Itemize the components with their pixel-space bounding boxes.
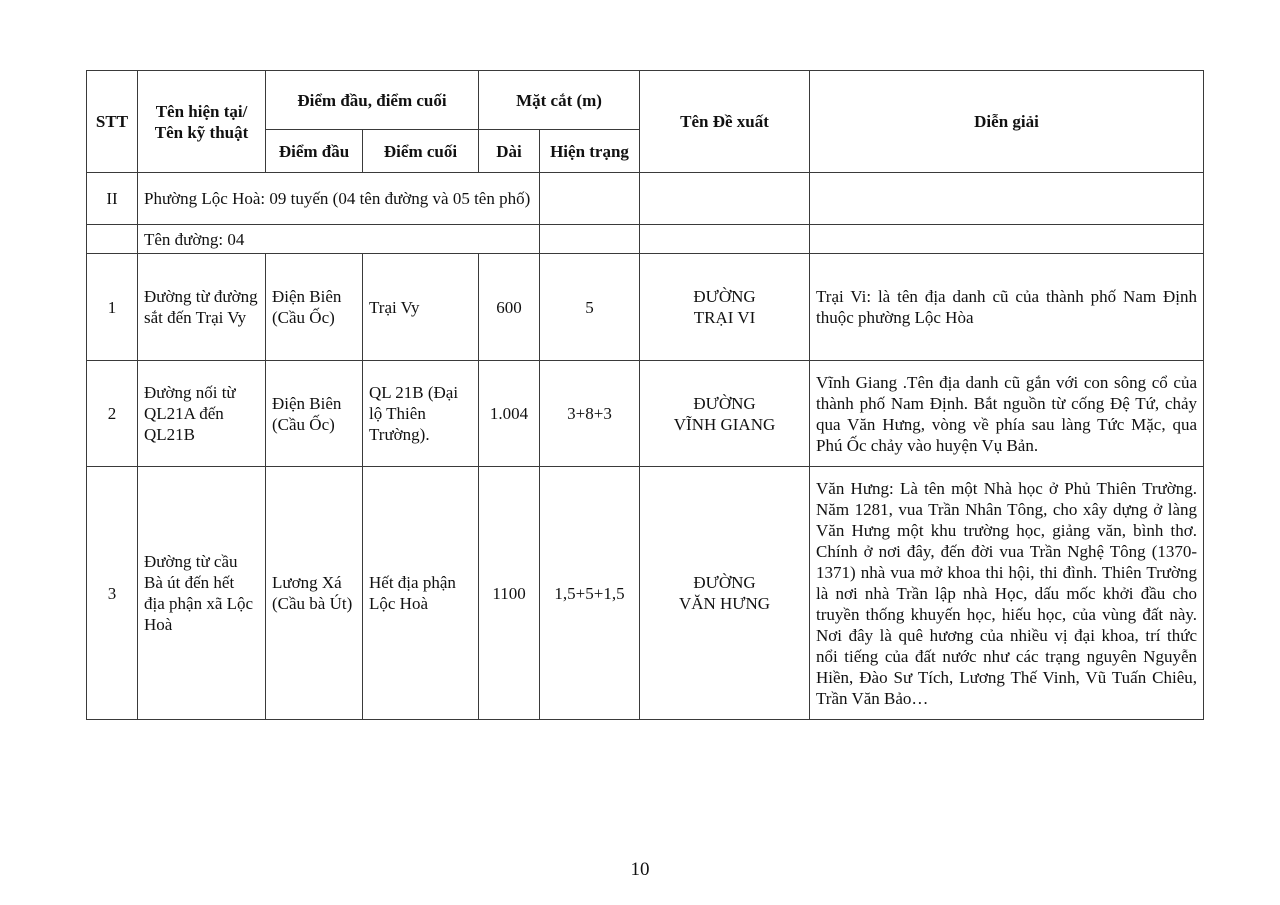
row-stt: 1: [87, 254, 138, 361]
row-current-state: 3+8+3: [540, 361, 640, 467]
header-stt: STT: [87, 71, 138, 173]
header-length: Dài: [479, 130, 540, 173]
page-number: 10: [630, 859, 650, 880]
row-length: 1100: [479, 467, 540, 720]
row-current-state: 1,5+5+1,5: [540, 467, 640, 720]
row-explanation: Văn Hưng: Là tên một Nhà học ở Phủ Thiên Trường. Năm 1281, vua Trần Nhân Tông, cho xây dựng ở làng Văn Hưng một khu trường học, giảng văn, bình thơ. Chính ở nơi đây, đến đời vua Trần Nghệ Tông (1370-1371) nhà vua mở khoa thi hội, thi đình. Thiên Trường là nơi nhà Trần lập nhà Học, dấu mốc khởi đầu cho truyền thống khuyến học, hiếu học, của vùng đất này. Nơi đây là quê hương của nhiều vị đại khoa, trí thức nổi tiếng của đất nước như các trạng nguyên Nguyễn Hiền, Đào Sư Tích, Lương Thế Vinh, Vũ Tuấn Chiêu, Trần Văn Bảo…: [810, 467, 1204, 720]
row-start-point: Lương Xá (Cầu bà Út): [266, 467, 363, 720]
proposed-name-line2: VĂN HƯNG: [678, 594, 771, 613]
section-title: Phường Lộc Hoà: 09 tuyến (04 tên đường và 05 tên phố): [138, 173, 540, 225]
empty-cell: [640, 225, 810, 254]
header-endpoints: Điểm đầu, điểm cuối: [266, 71, 479, 130]
table-row: [87, 361, 1204, 467]
row-explanation: Vĩnh Giang .Tên địa danh cũ gắn với con sông cổ của thành phố Nam Định. Bắt nguồn từ cống Đệ Tứ, chảy qua Văn Hưng, vòng về phía sau làng Tức Mặc, qua Phú Ốc chảy vào huyện Vụ Bản.: [810, 361, 1204, 467]
row-start-point: Điện Biên (Cầu Ốc): [266, 361, 363, 467]
row-start-point: Điện Biên (Cầu Ốc): [266, 254, 363, 361]
section-row: [87, 173, 1204, 225]
row-current-state: 5: [540, 254, 640, 361]
header-end-point: Điểm cuối: [363, 130, 479, 173]
header-current-name: Tên hiện tại/ Tên kỹ thuật: [138, 71, 266, 173]
row-explanation: Trại Vi: là tên địa danh cũ của thành phố Nam Định thuộc phường Lộc Hòa: [810, 254, 1204, 361]
section-number: II: [87, 173, 138, 225]
row-proposed-name: [640, 467, 810, 720]
proposed-name-line1: ĐƯỜNG: [693, 393, 756, 413]
proposed-name-line2: VĨNH GIANG: [673, 414, 776, 434]
proposed-name-line2: TRẠI VI: [693, 308, 756, 327]
empty-cell: [640, 173, 810, 225]
row-proposed-name: [640, 254, 810, 361]
row-end-point: QL 21B (Đại lộ Thiên Trường).: [363, 361, 479, 467]
row-stt: 2: [87, 361, 138, 467]
empty-cell: [540, 225, 640, 254]
table-row: [87, 254, 1204, 361]
table-row: [87, 467, 1204, 720]
row-end-point: Hết địa phận Lộc Hoà: [363, 467, 479, 720]
empty-cell: [540, 173, 640, 225]
header-proposed-name: Tên Đề xuất: [640, 71, 810, 173]
row-end-point: Trại Vy: [363, 254, 479, 361]
empty-cell: [810, 173, 1204, 225]
subsection-title: Tên đường: 04: [138, 225, 540, 254]
row-current-name: Đường từ đường sắt đến Trại Vy: [138, 254, 266, 361]
row-length: 1.004: [479, 361, 540, 467]
header-row-1: [87, 71, 1204, 130]
row-length: 600: [479, 254, 540, 361]
row-stt: 3: [87, 467, 138, 720]
street-naming-table: [86, 70, 1204, 720]
empty-cell: [810, 225, 1204, 254]
row-current-name: Đường từ cầu Bà út đến hết địa phận xã Lộc Hoà: [138, 467, 266, 720]
row-current-name: Đường nối từ QL21A đến QL21B: [138, 361, 266, 467]
proposed-name-line1: ĐƯỜNG: [693, 287, 756, 306]
header-start-point: Điểm đầu: [266, 130, 363, 173]
header-explanation: Diễn giải: [810, 71, 1204, 173]
empty-cell: [87, 225, 138, 254]
row-proposed-name: [640, 361, 810, 467]
header-current-state: Hiện trạng: [540, 130, 640, 173]
subsection-row: [87, 225, 1204, 254]
proposed-name-line1: ĐƯỜNG: [693, 573, 756, 592]
header-cross-section: Mặt cắt (m): [479, 71, 640, 130]
